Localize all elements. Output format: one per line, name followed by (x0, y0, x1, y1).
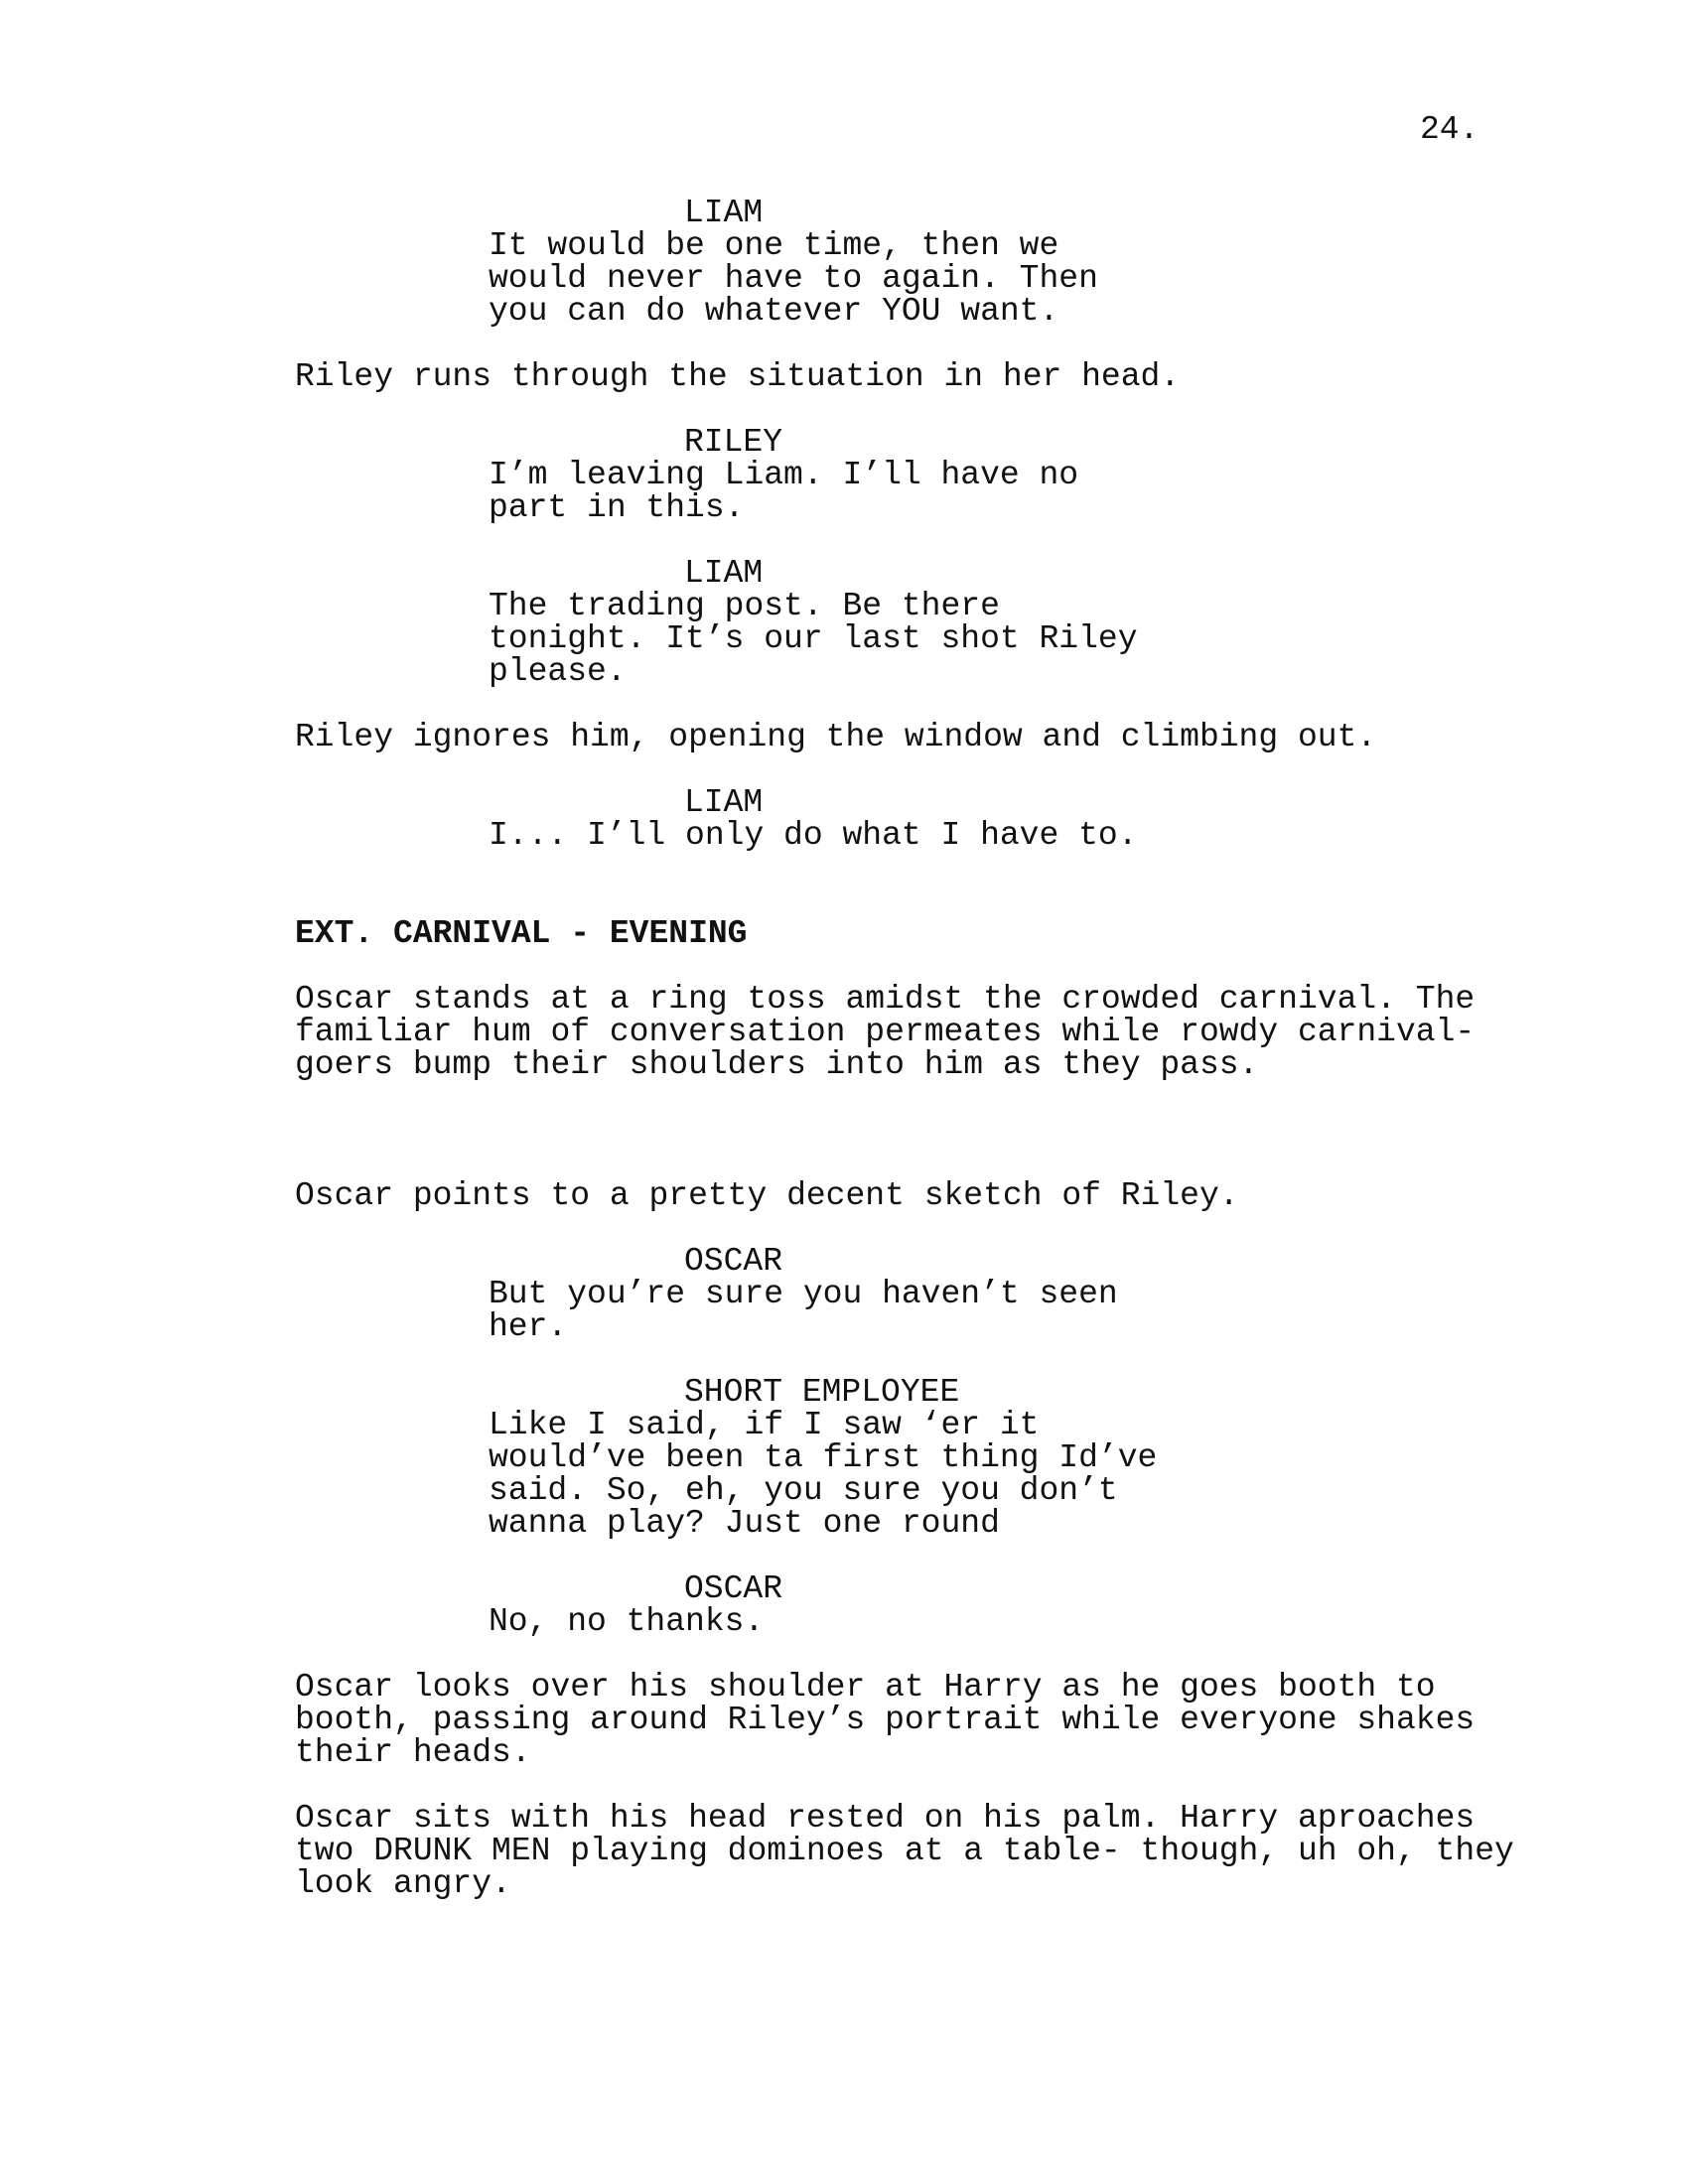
page-number: 24. (1420, 111, 1479, 148)
action-line: Riley runs through the situation in her head. (295, 358, 1181, 395)
dialogue-line: said. So, eh, you sure you don’t (489, 1472, 1118, 1509)
character-name: LIAM (684, 555, 764, 592)
action-line: Riley ignores him, opening the window and climbing out. (295, 719, 1377, 755)
action-line: Oscar sits with his head rested on his palm. Harry aproaches (295, 1800, 1476, 1837)
action-line: Oscar looks over his shoulder at Harry as he goes booth to (295, 1669, 1436, 1706)
dialogue-line: But you’re sure you haven’t seen (489, 1276, 1118, 1312)
dialogue-line: The trading post. Be there (489, 588, 1000, 624)
dialogue-line: Like I said, if I saw ‘er it (489, 1407, 1040, 1443)
action-line: booth, passing around Riley’s portrait while everyone shakes (295, 1702, 1476, 1738)
dialogue-line: you can do whatever YOU want. (489, 293, 1059, 330)
dialogue-line: her. (489, 1308, 568, 1345)
action-line: familiar hum of conversation permeates while rowdy carnival- (295, 1014, 1476, 1050)
character-name: RILEY (684, 424, 783, 461)
action-line: look angry. (295, 1865, 511, 1902)
dialogue-line: It would be one time, then we (489, 227, 1059, 264)
dialogue-line: I’m leaving Liam. I’ll have no (489, 457, 1079, 493)
dialogue-line: No, no thanks. (489, 1603, 765, 1640)
dialogue-line: part in this. (489, 489, 745, 526)
character-name: SHORT EMPLOYEE (684, 1374, 960, 1411)
action-line: two DRUNK MEN playing dominoes at a table- though, uh oh, they (295, 1833, 1514, 1869)
dialogue-line: tonight. It’s our last shot Riley (489, 620, 1138, 657)
action-line: Oscar stands at a ring toss amidst the crowded carnival. The (295, 981, 1476, 1018)
dialogue-line: I... I’ll only do what I have to. (489, 817, 1138, 854)
action-line: their heads. (295, 1734, 531, 1771)
character-name: OSCAR (684, 1243, 783, 1280)
scene-heading: EXT. CARNIVAL - EVENING (295, 915, 748, 952)
character-name: LIAM (684, 784, 764, 821)
dialogue-line: please. (489, 653, 627, 690)
character-name: LIAM (684, 195, 764, 231)
dialogue-line: would’ve been ta first thing Id’ve (489, 1439, 1158, 1476)
action-line: Oscar points to a pretty decent sketch of Riley. (295, 1177, 1239, 1214)
action-line: goers bump their shoulders into him as they pass. (295, 1046, 1259, 1083)
dialogue-line: would never have to again. Then (489, 260, 1098, 297)
dialogue-line: wanna play? Just one round (489, 1505, 1000, 1542)
character-name: OSCAR (684, 1570, 783, 1607)
